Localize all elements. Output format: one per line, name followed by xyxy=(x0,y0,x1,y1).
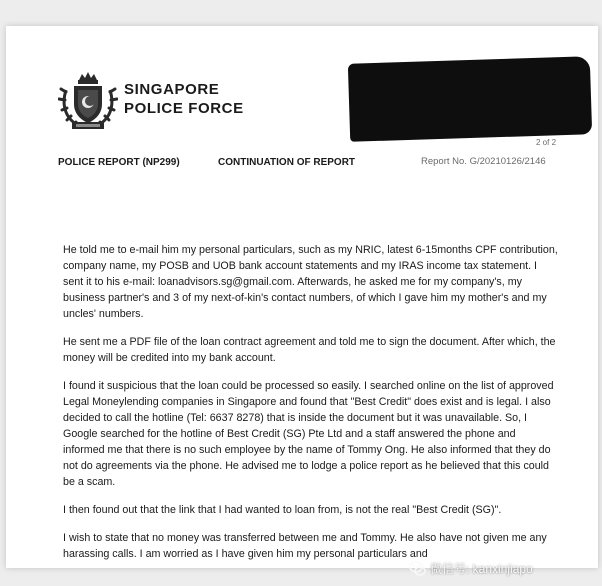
organization-name xyxy=(124,80,264,118)
wechat-id-text: 微信号: kanxinjiapo xyxy=(430,562,533,576)
police-crest-logo xyxy=(58,70,118,132)
wechat-watermark xyxy=(409,556,599,582)
body-paragraph: He sent me a PDF file of the loan contract agreement and told me to sign the document. After which, the money will be credited into my bank account. xyxy=(63,336,556,364)
report-page xyxy=(6,26,598,576)
report-body xyxy=(63,242,558,574)
report-type-label: POLICE REPORT (NP299) xyxy=(58,157,180,168)
page-number: 2 of 2 xyxy=(536,138,557,147)
redaction-block xyxy=(348,56,592,142)
body-paragraph: I wish to state that no money was transferred between me and Tommy. He also have not given me any harassing calls. I am worried as I have given him my personal particulars and xyxy=(63,532,547,560)
org-name-line2: POLICE FORCE xyxy=(124,100,244,117)
continuation-label: CONTINUATION OF REPORT xyxy=(218,157,356,168)
org-name-line1: SINGAPORE xyxy=(124,81,220,98)
body-paragraph: He told me to e-mail him my personal particulars, such as my NRIC, latest 6-15months CPF contribution, company name, my POSB and UOB bank account statements and my IRAS income tax statement. I sent it to his e-mail: loanadvisors.sg@gmail.com. Afterwards, he asked me for my company's, my business partner's and 3 of my next-of-kin's contact numbers, of which I gave him my mother's and my uncles' numbers. xyxy=(63,244,558,320)
body-paragraph: I found it suspicious that the loan could be processed so easily. I searched online on the list of approved Legal Moneylending companies in Singapore and found that "Best Credit" does exist and is legal. I also decided to call the hotline (Tel: 6637 8278) that is inside the document but it was unavailable. So, I Google searched for the hotline of Best Credit (SG) Pte Ltd and a staff answered the phone and informed me that there is no such employee by the name of Tommy Ong. He also informed that they do not do agreements via the phone. He advised me to lodge a police report as he believed that this could be a scam. xyxy=(63,380,554,488)
body-paragraph: I then found out that the link that I had wanted to loan from, is not the real "Best Credit (SG)". xyxy=(63,504,502,516)
report-number: Report No. G/20210126/2146 xyxy=(421,156,546,167)
wechat-icon xyxy=(409,560,426,577)
